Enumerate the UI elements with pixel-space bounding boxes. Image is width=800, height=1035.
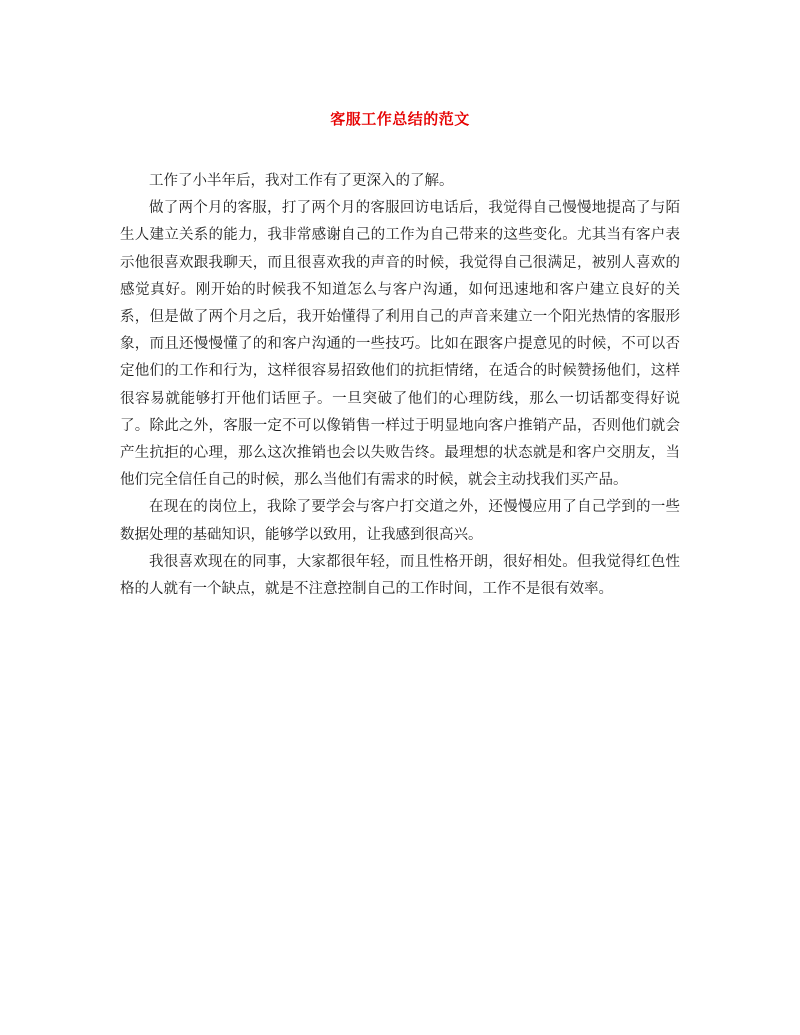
paragraph-3: 在现在的岗位上，我除了要学会与客户打交道之外，还慢慢应用了自己学到的一些数据处理的基础知识，能够学以致用，让我感到很高兴。 <box>120 499 680 543</box>
paragraph-4: 我很喜欢现在的同事，大家都很年轻，而且性格开朗，很好相处。但我觉得红色性格的人就有一个缺点，就是不注意控制自己的工作时间，工作不是很有效率。 <box>120 553 680 598</box>
document-body <box>120 168 680 603</box>
paragraph-2: 做了两个月的客服，打了两个月的客服回访电话后，我觉得自己慢慢地提高了与陌生人建立关系的能力，我非常感谢自己的工作为自己带来的这些变化。尤其当有客户表示他很喜欢跟我聊天，而且很喜欢我的声音的时候，我觉得自己很满足，被别人喜欢的感觉真好。刚开始的时候我不知道怎么与客户沟通，如何迅速地和客户建立良好的关系，但是做了两个月之后，我开始懂得了利用自己的声音来建立一个阳光热情的客服形象，而且还慢慢懂了的和客户沟通的一些技巧。比如在跟客户提意见的时候，不可以否定他们的工作和行为，这样很容易招致他们的抗拒情绪，在适合的时候赞扬他们，这样很容易就能够打开他们话匣子。一旦突破了他们的心理防线，那么一切话都变得好说了。除此之外，客服一定不可以像销售一样过于明显地向客户推销产品，否则他们就会产生抗拒的心理，那么这次推销也会以失败告终。最理想的状态就是和客户交朋友，当他们完全信任自己的时候，那么当他们有需求的时候，就会主动找我们买产品。 <box>120 200 680 489</box>
page-title: 客服工作总结的范文 <box>330 110 470 128</box>
paragraph-1: 工作了小半年后，我对工作有了更深入的了解。 <box>149 173 454 189</box>
